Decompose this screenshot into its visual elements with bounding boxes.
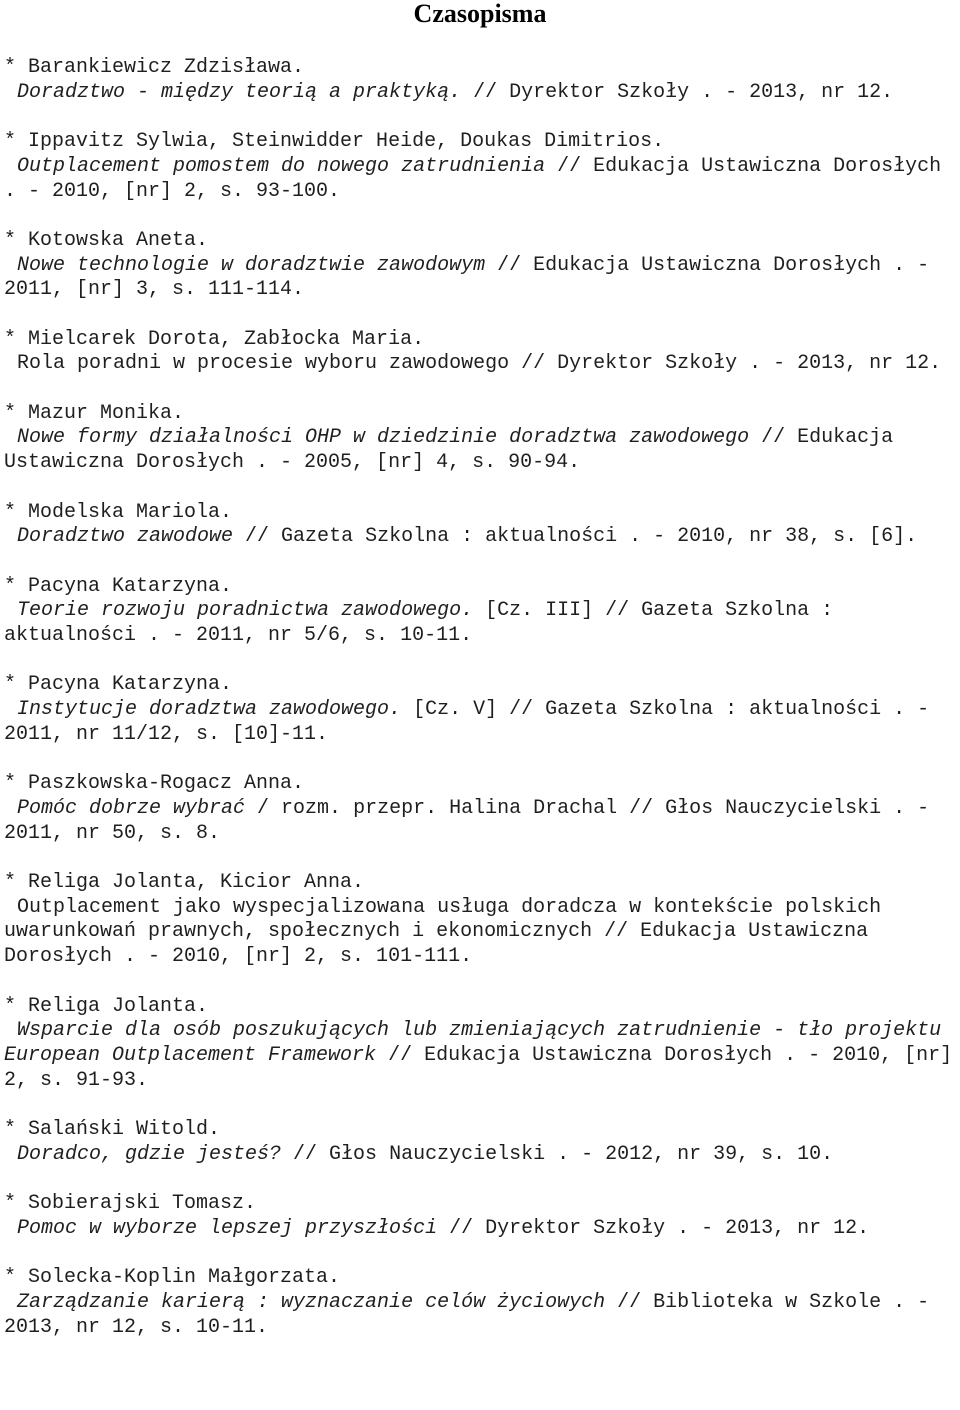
entry-author: * Pacyna Katarzyna. (4, 673, 233, 697)
entry-source: // Edukacja Ustawiczna Dorosłych . - 2010, [nr] 2, s. 93-100. (4, 154, 942, 203)
entry-author: * Salański Witold. (4, 1118, 221, 1142)
entry-source: // Edukacja Ustawiczna Dorosłych . - 2010, [nr] 2, s. 91-93. (4, 1043, 953, 1092)
entry-source: // Biblioteka w Szkole . - 2013, nr 12, s. 10-11. (4, 1290, 930, 1339)
entry-source: // Edukacja Ustawiczna Dorosłych . - 2011, [nr] 3, s. 111-114. (4, 253, 930, 302)
list-item (4, 871, 960, 970)
entry-title: Nowe technologie w doradztwie zawodowym (17, 253, 486, 277)
list-item (4, 1192, 960, 1241)
list-item (4, 130, 960, 204)
entry-author: * Religa Jolanta, Kicior Anna. (4, 871, 365, 895)
entry-author: * Mazur Monika. (4, 401, 185, 425)
entry-title: Teorie rozwoju poradnictwa zawodowego. (17, 599, 474, 623)
list-item (4, 575, 960, 649)
entry-title: Doradztwo - między teorią a praktyką. (17, 80, 462, 104)
bibliography-list (4, 56, 960, 1365)
entry-author: * Paszkowska-Rogacz Anna. (4, 772, 305, 796)
entry-title: Wsparcie dla osób poszukujących lub zmieniających zatrudnienie - tło projektu European Outplacement Framework (4, 1019, 942, 1067)
entry-title: Outplacement jako wyspecjalizowana usługa doradcza w kontekście polskich uwarunkowań prawnych, społecznych i ekonomicznych (4, 895, 882, 944)
entry-source: // Gazeta Szkolna : aktualności . - 2010, nr 38, s. [6]. (233, 525, 918, 549)
entry-title: Rola poradni w procesie wyboru zawodowego (17, 352, 510, 376)
list-item (4, 229, 960, 303)
entry-title: Instytucje doradztwa zawodowego. (17, 698, 402, 722)
entry-title: Pomoc w wyborze lepszej przyszłości (17, 1216, 438, 1240)
page-title: Czasopisma (413, 0, 547, 28)
list-item (4, 995, 960, 1094)
entry-author: * Ippavitz Sylwia, Steinwidder Heide, Doukas Dimitrios. (4, 130, 665, 154)
entry-title: Nowe formy działalności OHP w dziedzinie doradztwa zawodowego (17, 426, 750, 450)
entry-source: // Edukacja Ustawiczna Dorosłych . - 2005, [nr] 4, s. 90-94. (4, 426, 894, 475)
entry-source: // Dyrektor Szkoły . - 2013, nr 12. (461, 80, 894, 104)
entry-title: Doradco, gdzie jesteś? (17, 1142, 282, 1166)
entry-source: // Dyrektor Szkoły . - 2013, nr 12. (437, 1216, 870, 1240)
entry-title: Doradztwo zawodowe (17, 525, 234, 549)
list-item (4, 56, 960, 105)
entry-title: Zarządzanie karierą : wyznaczanie celów życiowych (17, 1290, 606, 1314)
entry-author: * Kotowska Aneta. (4, 228, 209, 252)
entry-author: * Mielcarek Dorota, Zabłocka Maria. (4, 327, 425, 351)
entry-author: * Modelska Mariola. (4, 500, 233, 524)
entry-author: * Solecka-Koplin Małgorzata. (4, 1266, 341, 1290)
list-item (4, 772, 960, 846)
list-item (4, 328, 960, 377)
entry-author: * Religa Jolanta. (4, 994, 209, 1018)
entry-source: // Dyrektor Szkoły . - 2013, nr 12. (509, 352, 942, 376)
entry-source: [Cz. V] // Gazeta Szkolna : aktualności . - 2011, nr 11/12, s. [10]-11. (4, 698, 930, 746)
list-item (4, 673, 960, 747)
list-item (4, 501, 960, 550)
entry-author: * Pacyna Katarzyna. (4, 574, 233, 598)
list-item (4, 402, 960, 476)
entry-author: * Barankiewicz Zdzisława. (4, 56, 305, 79)
list-item (4, 1266, 960, 1340)
entry-source: // Głos Nauczycielski . - 2012, nr 39, s. 10. (281, 1142, 834, 1166)
entry-author: * Sobierajski Tomasz. (4, 1192, 257, 1216)
entry-source: / rozm. przepr. Halina Drachal // Głos Nauczycielski . - 2011, nr 50, s. 8. (4, 796, 930, 845)
entry-source: // Edukacja Ustawiczna Dorosłych . - 2010, [nr] 2, s. 101-111. (4, 920, 869, 969)
entry-title: Pomóc dobrze wybrać (17, 796, 246, 820)
entry-source: [Cz. III] // Gazeta Szkolna : aktualności . - 2011, nr 5/6, s. 10-11. (4, 599, 834, 648)
entry-title: Outplacement pomostem do nowego zatrudnienia (17, 154, 546, 178)
list-item (4, 1118, 960, 1167)
